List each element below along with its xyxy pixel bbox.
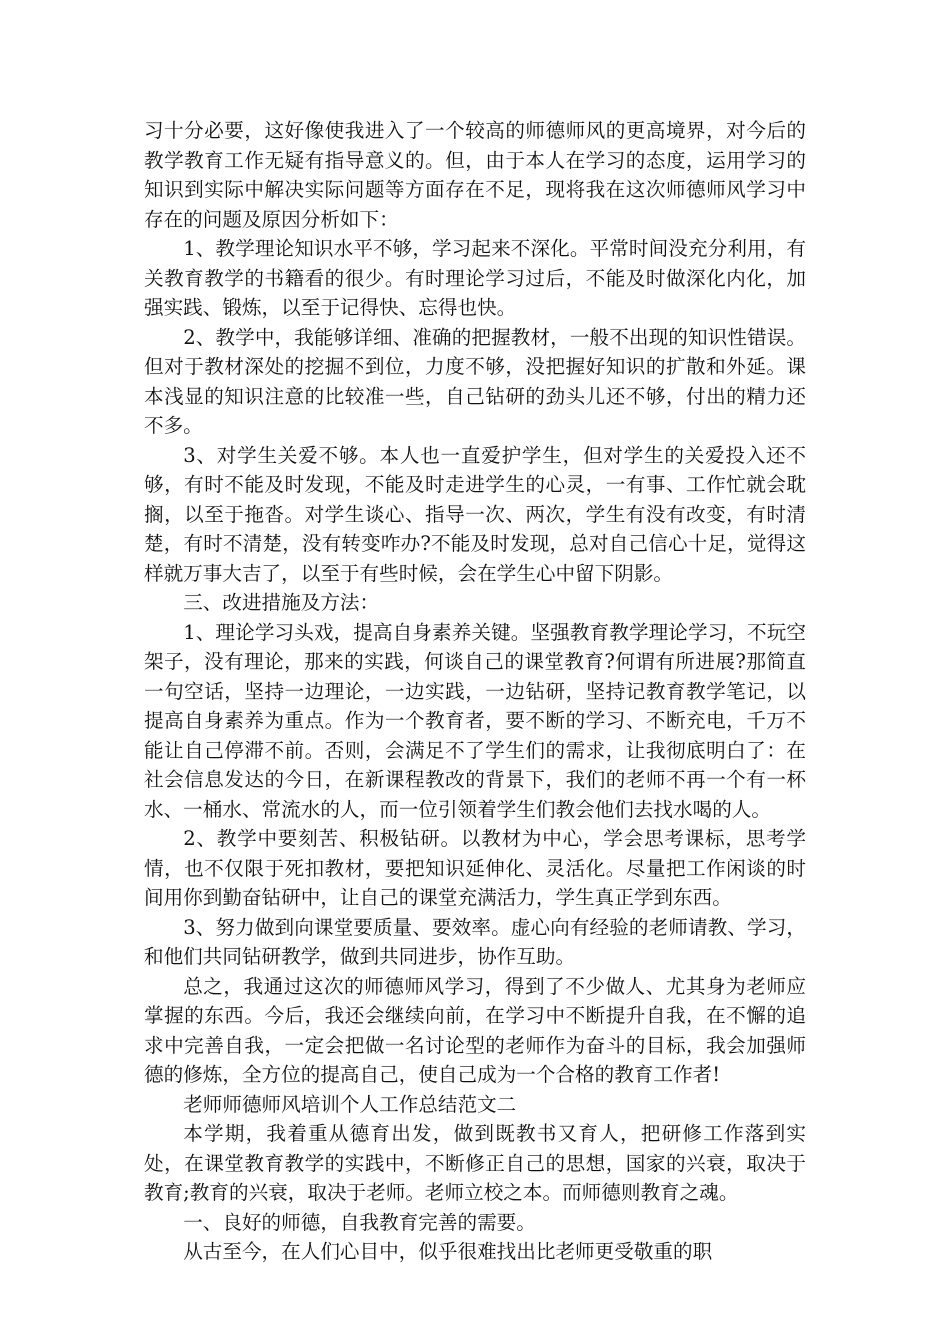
article-title-2: 老师师德师风培训个人工作总结范文二 xyxy=(183,1092,517,1116)
paragraph-measure-1: 1、理论学习头戏，提高自身素养关键。坚强教育教学理论学习，不玩空架子，没有理论，那来的实践，何谈自己的课堂教育?何谓有所进展?那简直一句空话，坚持一边理论，一边实践，一边钻研，坚持记教育教学笔记，以提高自身素养为重点。作为一个教育者，要不断的学习、不断充电，千万不能让自己停滞不前。否则，会满足不了学生们的需求，让我彻底明白了：在社会信息发达的今日，在新课程教改的背景下，我们的老师不再一个有一杯水、一桶水、常流水的人，而一位引领着学生们教会他们去找水喝的人。 xyxy=(144,620,806,821)
paragraph-intro: 习十分必要，这好像使我进入了一个较高的师德师风的更高境界，对今后的教学教育工作无疑有指导意义的。但，由于本人在学习的态度，运用学习的知识到实际中解决实际问题等方面存在不足，现将我在这次师德师风学习中存在的问题及原因分析如下： xyxy=(144,119,806,231)
paragraph-article2-intro: 本学期，我着重从德育出发，做到既教书又育人，把研修工作落到实处，在课堂教育教学的实践中，不断修正自己的思想，国家的兴衰，取决于教育;教育的兴衰，取决于老师。老师立校之本。而师德则教育之魂。 xyxy=(144,1122,806,1204)
document-page xyxy=(144,116,806,1267)
paragraph-conclusion: 总之，我通过这次的师德师风学习，得到了不少做人、尤其身为老师应掌握的东西。今后，我还会继续向前，在学习中不断提升自我，在不懈的追求中完善自我，一定会把做一名讨论型的老师作为奋斗的目标，我会加强师德的修炼，全方位的提高自己，使自己成为一个合格的教育工作者! xyxy=(144,974,806,1086)
paragraph-issue-2: 2、教学中，我能够详细、准确的把握教材，一般不出现的知识性错误。但对于教材深处的挖掘不到位，力度不够，没把握好知识的扩散和外延。课本浅显的知识注意的比较准一些，自己钻研的劲头儿还不够，付出的精力还不多。 xyxy=(144,325,806,437)
paragraph-issue-3: 3、对学生关爱不够。本人也一直爱护学生，但对学生的关爱投入还不够，有时不能及时发现，不能及时走进学生的心灵，一有事、工作忙就会耽搁，以至于拖沓。对学生谈心、指导一次、两次，学生有没有改变，有时清楚，有时不清楚，没有转变咋办?不能及时发现，总对自己信心十足，觉得这样就万事大吉了，以至于有些时候，会在学生心中留下阴影。 xyxy=(144,443,806,585)
paragraph-measure-3: 3、努力做到向课堂要质量、要效率。虚心向有经验的老师请教、学习，和他们共同钻研教学，做到共同进步，协作互助。 xyxy=(144,915,806,968)
section-heading-good-ethics: 一、良好的师德，自我教育完善的需要。 xyxy=(183,1210,536,1234)
paragraph-article2-body: 从古至今，在人们心目中，似乎很难找出比老师更受敬重的职 xyxy=(183,1240,713,1263)
paragraph-measure-2: 2、教学中要刻苦、积极钻研。以教材为中心，学会思考课标，思考学情，也不仅限于死扣教材，要把知识延伸化、灵活化。尽量把工作闲谈的时间用你到勤奋钻研中，让自己的课堂充满活力，学生真正学到东西。 xyxy=(144,827,806,909)
paragraph-issue-1: 1、教学理论知识水平不够，学习起来不深化。平常时间没充分利用，有关教育教学的书籍看的很少。有时理论学习过后，不能及时做深化内化，加强实践、锻炼，以至于记得快、忘得也快。 xyxy=(144,237,806,319)
section-heading-improvements: 三、改进措施及方法： xyxy=(183,591,380,614)
